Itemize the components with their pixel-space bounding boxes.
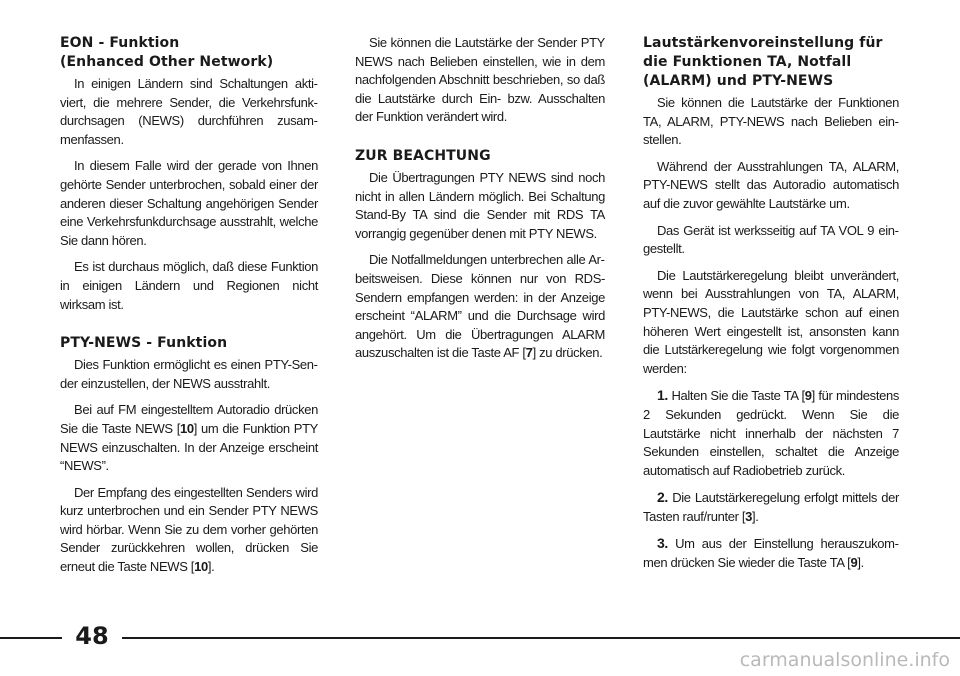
page-number: 48 bbox=[75, 622, 109, 650]
right-column bbox=[643, 34, 899, 581]
volume-heading-line2: die Funktionen TA, Notfall bbox=[643, 54, 852, 70]
volume-paragraph: Sie können die Lautstärke der Sender PTY NEWS nach Belieben einstellen, wie in dem nachfolgenden Abschnitt beschrieben, so daß die Lautstärke durch Ein- bzw. Ausschalten der Funktion verändert wird. bbox=[355, 35, 605, 125]
note-paragraph-2 bbox=[355, 251, 605, 363]
watermark: carmanualsonline.info bbox=[739, 649, 950, 671]
step-3-number: 3. bbox=[657, 535, 668, 552]
news-key-number: 10 bbox=[180, 420, 194, 436]
volume-heading-line3: (ALARM) und PTY-NEWS bbox=[643, 73, 834, 89]
pty-p3-text-a: Der Empfang des eingestellten Senders wird kurz unterbrochen und ein Sender PTY NEWS wird hörbar. Wenn Sie zu dem vorher gehörten Sender zurückkehren wollen, drücken Sie erneut die Taste NEWS [ bbox=[60, 484, 318, 575]
volume-preset-heading bbox=[643, 34, 899, 91]
pty-p3-text-b: ]. bbox=[207, 559, 215, 575]
volume-preset-paragraph-2: Während der Ausstrahlungen TA, ALARM, PTY-NEWS stellt das Autoradio automatisch auf die zuvor gewählte Lautstärke um. bbox=[643, 158, 899, 211]
volume-preset-paragraph-3: Das Gerät ist werksseitig auf TA VOL 9 eingestellt. bbox=[643, 222, 899, 257]
note-p2-text-b: ] zu drücken. bbox=[532, 345, 603, 361]
pty-paragraph-1: Dies Funktion ermöglicht es einen PTY-Sender einzustellen, der NEWS ausstrahlt. bbox=[60, 357, 318, 391]
af-key-number: 7 bbox=[525, 345, 533, 361]
note-p2-text-a: Die Notfallmeldungen unterbrechen alle Arbeitsweisen. Diese können nur von RDS-Sendern empfangen werden: in der Anzeige erscheint “ALARM” und die Durchsage wird angehört. Um die Übertragungen ALARM auszuschalten ist die Taste AF [ bbox=[355, 252, 605, 361]
note-paragraph-1: Die Übertragungen PTY NEWS sind noch nicht in allen Ländern möglich. Bei Schaltung Stand-By TA sind die Sender mit RDS TA vorrangig gegenüber denen mit PTY NEWS. bbox=[355, 169, 605, 241]
step-3 bbox=[643, 534, 899, 572]
pty-p2-text-b: ] um die Funktion PTY NEWS einzuschalten. In der Anzeige erscheint “NEWS”. bbox=[60, 420, 318, 474]
eon-heading-line1: EON - Funktion bbox=[60, 35, 180, 51]
pty-p2-text-a: Bei auf FM eingestelltem Autoradio drücken Sie die Taste NEWS [ bbox=[60, 402, 318, 436]
note-heading: ZUR BEACHTUNG bbox=[355, 147, 491, 164]
middle-column bbox=[355, 34, 605, 371]
step-2-text-b: ]. bbox=[752, 508, 759, 524]
eon-paragraph-2: In diesem Falle wird der gerade von Ihnen gehörte Sender unterbrochen, sobald einer der anderen dieser Schaltung angehörigen Sender eine Verkehrsfunkdurchsage ausstrahlt, welche Sie dann hören. bbox=[60, 158, 318, 248]
pty-paragraph-2 bbox=[60, 401, 318, 475]
step-3-text-a: Um aus der Einstellung herauszukommen drücken Sie wieder die Taste TA [ bbox=[643, 536, 899, 571]
volume-preset-paragraph-4: Die Lautstärkeregelung bleibt unverändert, wenn bei Ausstrahlungen von TA, ALARM, PTY-NEWS, die Lautstärke schon auf einen höheren Wert eingestellt ist, ansonsten kann die Lutstärkeregelung wie folgt vorgenommen werden: bbox=[643, 267, 899, 376]
ta-key-number: 9 bbox=[804, 388, 812, 404]
eon-paragraph-1: In einigen Ländern sind Schaltungen aktiviert, die mehrere Sender, die Verkehrsfunkdurchsagen (NEWS) durchführen zusammenfassen. bbox=[60, 76, 318, 147]
eon-heading-line2: (Enhanced Other Network) bbox=[60, 54, 274, 70]
left-column bbox=[60, 34, 318, 585]
step-2-text-a: Die Lautstärkeregelung erfolgt mittels der Tasten rauf/runter [ bbox=[643, 490, 899, 524]
footer-rule-left bbox=[0, 637, 62, 639]
step-1-text-b: ] für mindestens 2 Sekunden gedrückt. Wenn Sie die Lautstärke nicht innerhalb der nächsten 7 Sekunden einstellen, schaltet die Anzeige automatisch auf Radiobetrieb zurück. bbox=[643, 388, 899, 478]
step-1 bbox=[643, 386, 899, 480]
ta-key-number-2: 9 bbox=[850, 555, 858, 571]
eon-heading bbox=[60, 34, 318, 72]
step-2-number: 2. bbox=[657, 489, 668, 506]
footer-rule-right bbox=[122, 637, 960, 639]
step-2 bbox=[643, 488, 899, 526]
updown-key-number: 3 bbox=[745, 508, 753, 524]
pty-news-heading: PTY-NEWS - Funktion bbox=[60, 335, 228, 352]
volume-heading-line1: Lautstärkenvoreinstellung für bbox=[643, 35, 883, 51]
volume-preset-paragraph-1: Sie können die Lautstärke der Funktionen TA, ALARM, PTY-NEWS nach Belieben einstellen. bbox=[643, 95, 899, 148]
news-key-number-2: 10 bbox=[194, 559, 208, 575]
step-3-text-b: ]. bbox=[857, 555, 864, 571]
step-1-text-a: Halten Sie die Taste TA [ bbox=[667, 388, 805, 404]
pty-paragraph-3 bbox=[60, 484, 318, 577]
eon-paragraph-3: Es ist durchaus möglich, daß diese Funktion in einigen Ländern und Regionen nicht wirksam ist. bbox=[60, 259, 318, 312]
step-1-number: 1. bbox=[657, 387, 668, 404]
